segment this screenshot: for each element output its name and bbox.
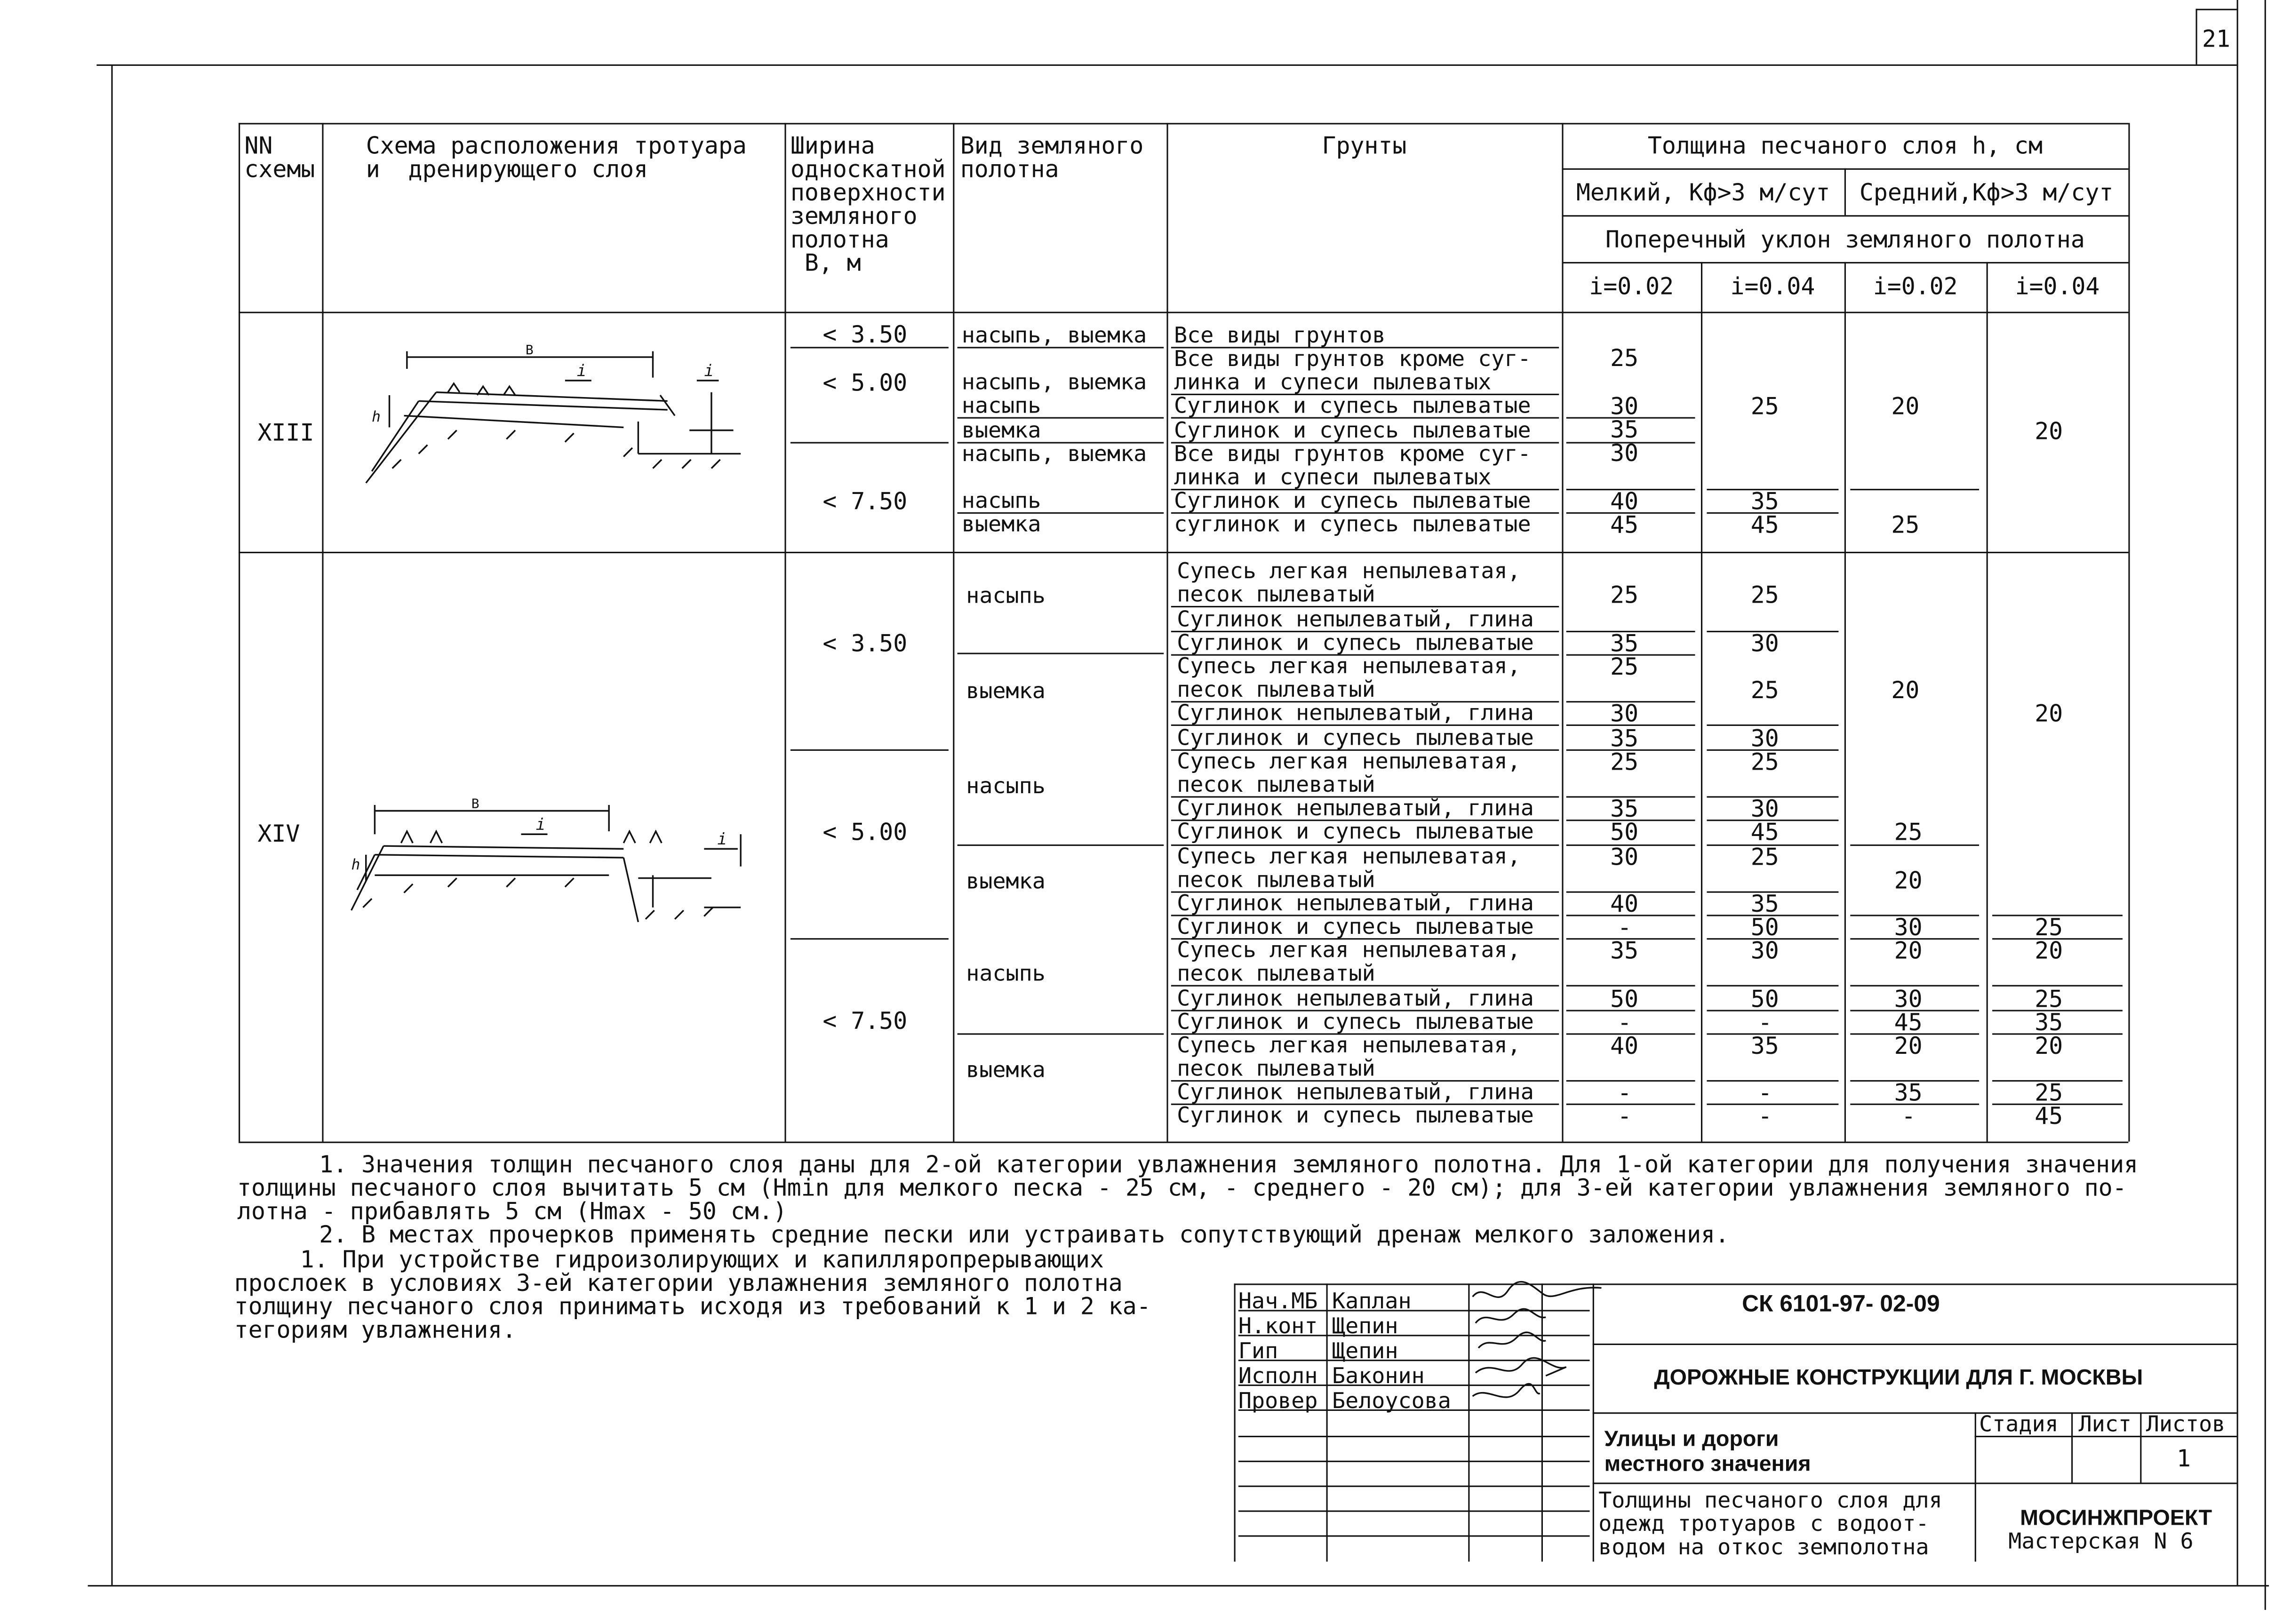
page-number: 21 — [2202, 24, 2230, 53]
thickness-value: - — [1617, 1102, 1632, 1130]
thickness-value: 50 — [1750, 985, 1779, 1013]
organization: МОСИНЖПРОЕКТ — [2020, 1506, 2212, 1531]
soil-type: Супесь легкая непылеватая, — [1177, 937, 1521, 963]
soil-type: Суглинок и супесь пылеватые — [1177, 724, 1534, 751]
thickness-value: 35 — [2035, 1008, 2063, 1036]
width-value: < 5.00 — [822, 368, 908, 397]
soil-type: Суглинок непылеватый, глина — [1177, 1078, 1534, 1105]
thickness-value: 35 — [1610, 724, 1639, 753]
note-line: лотна - прибавлять 5 см (Hmax - 50 см.) — [237, 1197, 787, 1225]
soil-type: Суглинок и супесь пылеватые — [1174, 487, 1531, 514]
thickness-value: 25 — [1750, 843, 1779, 871]
soil-type: Суглинок непылеватый, глина — [1177, 890, 1534, 916]
scheme-i-label: i — [576, 361, 587, 381]
thickness-value: 25 — [1750, 581, 1779, 609]
workshop: Мастерская N 6 — [2008, 1528, 2194, 1554]
scheme-i-label: i — [535, 815, 546, 834]
soil-type: Супесь легкая непылеватая, — [1177, 843, 1521, 869]
thickness-value: 20 — [2035, 937, 2063, 965]
thickness-value: 45 — [1750, 818, 1779, 846]
thickness-value: 35 — [1750, 890, 1779, 918]
document-code: СК 6101-97- 02-09 — [1742, 1292, 1940, 1317]
signatures — [1464, 1279, 1610, 1418]
stamp-name: Каплан — [1332, 1288, 1412, 1314]
stamp-role: Гип — [1238, 1337, 1278, 1364]
earth-type: насыпь — [961, 487, 1041, 514]
soil-type: Суглинок и супесь пылеватые — [1177, 818, 1534, 845]
header-nn: NN схемы — [244, 131, 315, 183]
soil-type: Суглинок и супесь пылеватые — [1177, 913, 1534, 940]
soil-type: Суглинок непылеватый, глина — [1177, 985, 1534, 1011]
soil-type: Супесь легкая непылеватая, — [1177, 557, 1521, 584]
thickness-value: 35 — [1610, 795, 1639, 823]
header-i-value: i=0.02 — [1873, 272, 1958, 300]
header-scheme: Схема расположения тротуара и дренирующего слоя — [366, 131, 747, 183]
thickness-value: 20 — [1894, 1032, 1923, 1060]
header-fine-sand: Мелкий, Кф>3 м/сут — [1576, 178, 1830, 207]
stamp-role: Нач.МБ — [1238, 1288, 1318, 1314]
thickness-value: 40 — [1610, 487, 1639, 516]
stamp-role: Исполн — [1238, 1362, 1318, 1389]
header-i-value: i=0.02 — [1589, 272, 1674, 300]
thickness-value: 20 — [1894, 866, 1923, 894]
thickness-value: 35 — [1894, 1078, 1923, 1107]
soil-type: Супесь легкая непылеватая, — [1177, 653, 1521, 679]
soil-type: Супесь легкая непылеватая, — [1177, 1032, 1521, 1059]
thickness-value: 35 — [1610, 415, 1639, 444]
scheme-i-label: i — [717, 830, 727, 849]
header-width: Ширина односкатной поверхности земляного полотна В, м — [790, 131, 946, 277]
note-line: 2. В местах прочерков применять средние пески или устраивать сопутствующий дренаж мелкого заложения. — [319, 1220, 1729, 1249]
thickness-value: 20 — [1891, 392, 1920, 420]
soil-type: линка и супеси пылеватых — [1174, 368, 1492, 395]
width-value: < 7.50 — [822, 1007, 908, 1035]
earth-type: насыпь — [966, 960, 1046, 987]
sheets-label: Листов — [2146, 1411, 2226, 1438]
sheet-label: Лист — [2078, 1411, 2132, 1438]
thickness-value: - — [1617, 1008, 1632, 1036]
earth-type: выемка — [966, 677, 1046, 704]
soil-type: Суглинок и супесь пылеватые — [1174, 417, 1531, 444]
thickness-value: - — [1758, 1008, 1772, 1036]
soil-type: Суглинок и супесь пылеватые — [1177, 629, 1534, 656]
thickness-value: 50 — [1750, 913, 1779, 941]
scheme-diagram-xiv — [345, 790, 770, 937]
thickness-value: 30 — [1610, 439, 1639, 467]
thickness-value: 25 — [2035, 1078, 2063, 1107]
thickness-value: 25 — [1750, 748, 1779, 776]
thickness-value: 30 — [1750, 629, 1779, 657]
thickness-value: 35 — [1750, 1032, 1779, 1060]
earth-type: насыпь, выемка — [961, 440, 1147, 467]
thickness-value: 45 — [1750, 510, 1779, 539]
soil-type: Все виды грунтов кроме суг- — [1174, 345, 1531, 372]
thickness-value: 20 — [2035, 700, 2063, 728]
soil-type: Суглинок непылеватый, глина — [1177, 700, 1534, 726]
header-medium-sand: Средний,Кф>3 м/сут — [1859, 178, 2114, 207]
note-line: толщину песчаного слоя принимать исходя из требований к 1 и 2 ка- — [234, 1292, 1151, 1321]
soil-type: Супесь легкая непылеватая, — [1177, 748, 1521, 774]
thickness-value: 45 — [2035, 1102, 2063, 1130]
soil-type: песок пылеватый — [1177, 581, 1375, 608]
note-line: прослоек в условиях 3-ей категории увлажнения земляного полотна — [234, 1269, 1123, 1297]
thickness-value: - — [1758, 1102, 1772, 1130]
scheme-h-label: h — [351, 856, 360, 873]
soil-type: песок пылеватый — [1177, 676, 1375, 703]
width-value: < 5.00 — [822, 818, 908, 846]
header-thickness: Толщина песчаного слоя h, см — [1647, 131, 2043, 160]
soil-type: суглинок и супесь пылеватые — [1174, 510, 1531, 537]
thickness-value: 25 — [1610, 748, 1639, 776]
scheme-number: XIII — [257, 418, 314, 446]
earth-type: насыпь, выемка — [961, 368, 1147, 395]
soil-type: Суглинок и супесь пылеватые — [1174, 392, 1531, 419]
thickness-value: 45 — [1894, 1008, 1923, 1036]
thickness-value: - — [1617, 913, 1632, 941]
width-value: < 3.50 — [822, 629, 908, 657]
thickness-value: - — [1758, 1078, 1772, 1107]
header-soils: Грунты — [1322, 131, 1407, 160]
scheme-h-label: h — [372, 408, 381, 425]
soil-type: песок пылеватый — [1177, 960, 1375, 987]
width-value: < 7.50 — [822, 487, 908, 516]
section-title: Улицы и дороги местного значения — [1604, 1427, 1811, 1477]
thickness-value: 30 — [1750, 937, 1779, 965]
thickness-value: 40 — [1610, 1032, 1639, 1060]
thickness-value: 25 — [1610, 653, 1639, 681]
thickness-value: 50 — [1610, 985, 1639, 1013]
thickness-value: 25 — [1750, 676, 1779, 704]
thickness-value: 35 — [1610, 937, 1639, 965]
thickness-value: 25 — [1894, 818, 1923, 846]
header-i-value: i=0.04 — [2015, 272, 2100, 300]
width-value: < 3.50 — [822, 320, 908, 349]
soil-type: Суглинок непылеватый, глина — [1177, 605, 1534, 632]
soil-type: Все виды грунтов — [1174, 322, 1386, 349]
scheme-i-label: i — [704, 361, 714, 381]
soil-type: песок пылеватый — [1177, 1055, 1375, 1082]
thickness-value: 30 — [1750, 724, 1779, 753]
earth-type: выемка — [966, 1057, 1046, 1083]
thickness-value: 25 — [1610, 344, 1639, 372]
thickness-value: 45 — [1610, 510, 1639, 539]
scheme-b-label: В — [525, 342, 534, 358]
thickness-value: 30 — [1610, 700, 1639, 728]
earth-type: выемка — [961, 510, 1041, 537]
note-line: 1. Значения толщин песчаного слоя даны для 2-ой категории увлажнения земляного полотна. Для 1-ой категории для получения значения — [319, 1150, 2139, 1178]
header-slope: Поперечный уклон земляного полотна — [1605, 225, 2085, 254]
thickness-value: 25 — [2035, 913, 2063, 941]
earth-type: выемка — [966, 868, 1046, 894]
thickness-value: 20 — [1891, 676, 1920, 704]
thickness-value: 25 — [1891, 510, 1920, 539]
thickness-value: 30 — [1610, 843, 1639, 871]
series-title: ДОРОЖНЫЕ КОНСТРУКЦИИ ДЛЯ Г. МОСКВЫ — [1654, 1365, 2143, 1391]
thickness-value: 30 — [1894, 913, 1923, 941]
stamp-name: Белоусова — [1332, 1387, 1451, 1414]
stamp-role: Н.конт — [1238, 1313, 1318, 1339]
thickness-value: 20 — [1894, 937, 1923, 965]
stamp-name: Щепин — [1332, 1337, 1398, 1364]
soil-type: Суглинок и супесь пылеватые — [1177, 1008, 1534, 1035]
note-line: тегориям увлажнения. — [234, 1315, 517, 1344]
sheets-value: 1 — [2177, 1444, 2191, 1473]
soil-type: песок пылеватый — [1177, 866, 1375, 893]
header-earth-type: Вид земляного полотна — [960, 131, 1144, 183]
note-line: 1. При устройстве гидроизолирующих и капилляропрерывающих — [300, 1245, 1104, 1274]
soil-type: песок пылеватый — [1177, 771, 1375, 798]
earth-type: насыпь — [961, 392, 1041, 419]
thickness-value: 35 — [1610, 629, 1639, 657]
thickness-value: 20 — [2035, 1032, 2063, 1060]
earth-type: насыпь — [966, 582, 1046, 609]
stage-label: Стадия — [1979, 1411, 2059, 1438]
thickness-value: 35 — [1750, 487, 1779, 516]
thickness-value: 30 — [1610, 392, 1639, 420]
earth-type: насыпь, выемка — [961, 322, 1147, 349]
thickness-value: 25 — [1610, 581, 1639, 609]
thickness-value: - — [1901, 1102, 1916, 1130]
soil-type: Суглинок и супесь пылеватые — [1177, 1102, 1534, 1129]
header-i-value: i=0.04 — [1730, 272, 1815, 300]
thickness-value: 40 — [1610, 890, 1639, 918]
thickness-value: 25 — [2035, 985, 2063, 1013]
scheme-diagram-xiii — [360, 337, 755, 498]
thickness-value: 20 — [2035, 417, 2063, 445]
soil-type: Суглинок непылеватый, глина — [1177, 795, 1534, 821]
thickness-value: 50 — [1610, 818, 1639, 846]
note-line: толщины песчаного слоя вычитать 5 см (Hmin для мелкого песка - 25 см, - среднего - 20 см); для 3-ей категории увлажнения земляного по- — [237, 1174, 2127, 1202]
earth-type: выемка — [961, 417, 1041, 444]
thickness-value: 30 — [1894, 985, 1923, 1013]
thickness-value: 30 — [1750, 795, 1779, 823]
scheme-b-label: В — [471, 796, 479, 812]
scheme-number: XIV — [257, 820, 300, 848]
earth-type: насыпь — [966, 772, 1046, 799]
sheet-title: Толщины песчаного слоя для одежд тротуаров с водоот- водом на откос земполотна — [1598, 1487, 1942, 1560]
soil-type: Все виды грунтов кроме суг- — [1174, 440, 1531, 467]
stamp-name: Щепин — [1332, 1313, 1398, 1339]
thickness-value: 25 — [1750, 392, 1779, 420]
thickness-value: - — [1617, 1078, 1632, 1107]
stamp-name: Баконин — [1332, 1362, 1425, 1389]
soil-type: линка и супеси пылеватых — [1174, 464, 1492, 491]
stamp-role: Провер — [1238, 1387, 1318, 1414]
